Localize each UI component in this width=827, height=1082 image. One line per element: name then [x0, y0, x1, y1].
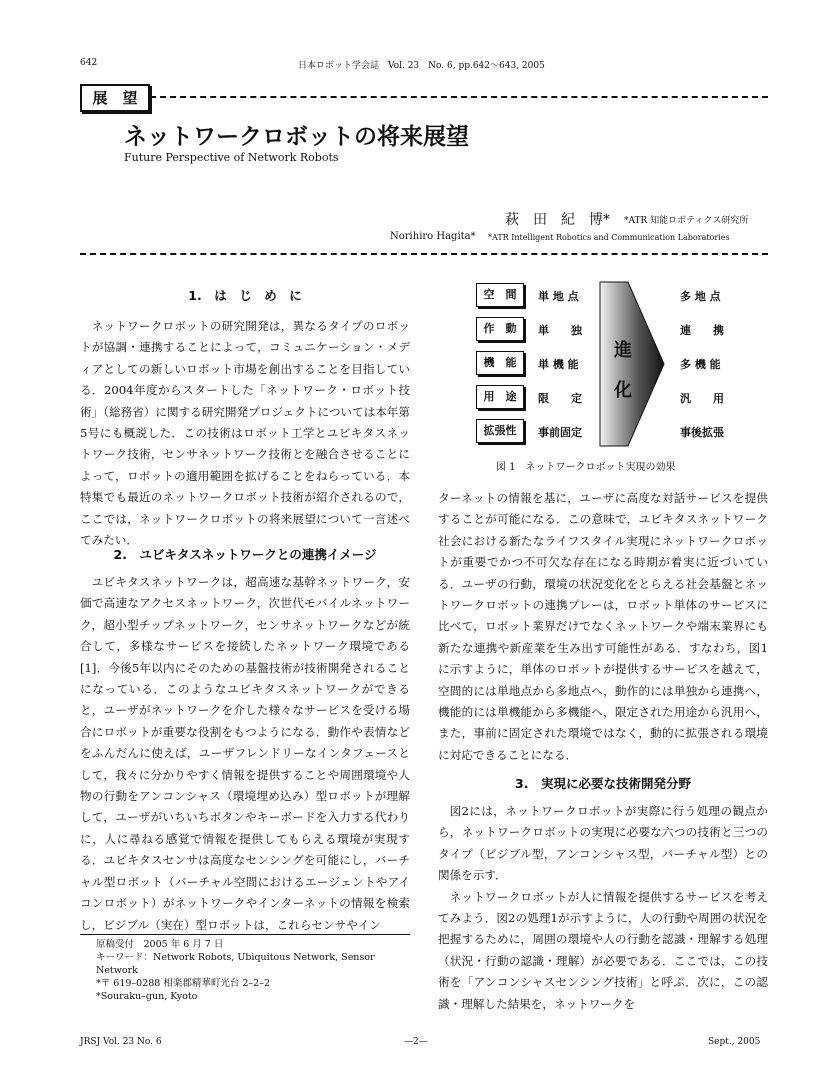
figure-category-usage: 用 途 — [476, 385, 524, 409]
footnote-address-ja: *〒 619–0288 相楽郡精華町光台 2–2–2 — [96, 978, 271, 989]
footnote-rule — [80, 934, 410, 935]
section-banner: 展 望 — [80, 84, 150, 112]
figure-from-1: 単 独 — [538, 324, 582, 337]
evolution-arrow-icon — [598, 278, 668, 450]
author-affiliation: *ATR 知能ロボティクス研究所 — [624, 216, 749, 226]
footer-page: —2— — [404, 1037, 428, 1047]
figure-from-3: 限 定 — [538, 392, 582, 405]
arrow-label-1: 進 — [614, 340, 632, 361]
figure-to-4: 事後拡張 — [680, 426, 724, 439]
article-title: ネットワークロボットの将来展望 — [124, 124, 469, 150]
figure-to-3: 汎 用 — [680, 392, 724, 405]
figure-from-0: 単 地 点 — [538, 290, 579, 303]
footer-journal: JRSJ Vol. 23 No. 6 — [80, 1037, 162, 1047]
footer-date: Sept., 2005 — [708, 1037, 761, 1047]
section-1-title: 1. は じ め に — [188, 288, 302, 303]
header-rule — [80, 253, 768, 255]
figure-category-space: 空 間 — [476, 283, 524, 307]
footnote-received: 原稿受付 2005 年 6 月 7 日 — [96, 939, 224, 950]
arrow-label-2: 化 — [614, 380, 632, 401]
footnote-address-en: *Souraku–gun, Kyoto — [96, 991, 198, 1002]
author-affiliation-english: *ATR Intelligent Robotics and Communication Laboratories — [488, 233, 730, 242]
section-1-body: ネットワークロボットの研究開発は，異なるタイプのロボットが協調・連携することによって，コミュニケーション・メディアとしての新しいロボット市場を創出することを目指している．2004年度からスタートした「ネットワーク・ロボット技術」（総務省）に関する研究開発プロジェクトについては本年第5号にも概説した．この技術はロボット工学とユビキタスネットワーク技術，センサネットワーク技術とを融合させることによって，ロボットの適用範囲を拡げることをねらっている．本特集でも最近のネットワークロボット技術が紹介されるので，ここでは，ネットワークロボットの将来展望について一言述べてみたい． — [80, 319, 410, 548]
section-2-title: 2. ユビキタスネットワークとの連携イメージ — [113, 547, 377, 562]
figure-category-action: 作 動 — [476, 317, 524, 341]
figure-from-2: 単 機 能 — [538, 358, 579, 371]
figure-from-4: 事前固定 — [538, 426, 582, 439]
section-3-body: 図2には，ネットワークロボットが実際に行う処理の観点から，ネットワークロボットの実現に必要な六つの技術と三つのタイプ（ビジブル型，アンコンシャス型，バーチャル型）との関係を示す． ネットワークロボットが人に情報を提供するサービスを考えてみよう．図2の処理1が示すように，人の行動や周囲の状況を把握するために，周囲の環境や人の行動を認識・理解する処理（状況・行動の認識・理解）が必要である．ここでは，この技術を「アンコンシャスセンシング技術」と呼ぶ．次に，この認識・理解した結果を，ネットワークを — [438, 804, 768, 1011]
author-name-english: Norihiro Hagita* — [390, 231, 476, 242]
page-number: 642 — [80, 58, 98, 68]
section-2-continued: ターネットの情報を基に，ユーザに高度な対話サービスを提供することが可能になる．この意味で，ユビキタスネットワーク社会における新たなライフスタイル実現にネットワークロボットが重要でかつ不可欠な存在になる時期が着実に近づいている．ユーザの行動，環境の状況変化をとらえる社会基盤とネットワークロボットの連携プレーは，ロボット単体のサービスに比べて，ロボット業界だけでなくネットワークや端末業界にも新たな連携や新産業を生み出す可能性がある．すなわち，図1に示すように，単体のロボットが提供するサービスを越えて，空間的には単地点から多地点へ，動作的には単独から連携へ，機能的には単機能から多機能へ，限定された用途から汎用へ，また，事前に固定された環境ではなく，動的に拡張される環境に対応できることになる． — [438, 491, 768, 762]
section-2-body: ユビキタスネットワークは，超高速な基幹ネットワーク，安価で高速なアクセスネットワーク，次世代モバイルネットワーク，超小型チップネットワーク，センサネットワークなどが統合して，多様なサービスを接続したネットワーク環境である [1]．今後5年以内にそのための基盤技術が技術開発されることになっている．このようなユビキタスネットワークができると，ユーザがネットワークを介した様々なサービスを受ける場合にロボットが重要な役割をもつようになる．動作や表情などをふんだんに使えば，ユーザフレンドリーなインタフェースとして，我々に分かりやすく情報を提供することや周囲環境や人物の行動をアンコンシャス（環境埋め込み）型ロボットが理解して，ユーザがいちいちボタンやキーボードを入力する代わりに，人に尋ねる感覚で情報を提供してもらえる環境が実現する．ユビキタスセンサは高度なセンシングを可能にし，バーチャル型ロボット（バーチャル空間におけるエージェントやアイコンロボット）がネットワークやインターネットの情報を検索し，ビジブル（実在）型ロボットは，これらセンサやイン — [80, 575, 410, 932]
section-3-title: 3. 実現に必要な技術開発分野 — [515, 776, 691, 791]
banner-rule — [150, 96, 768, 98]
journal-reference: 日本ロボット学会誌 Vol. 23 No. 6, pp.642～643, 2005 — [298, 61, 545, 71]
figure-to-1: 連 携 — [680, 324, 724, 337]
figure-to-0: 多 地 点 — [680, 290, 721, 303]
author-name: 萩 田 紀 博* — [505, 212, 610, 228]
figure-1-caption: 図 1 ネットワークロボット実現の効果 — [496, 462, 676, 473]
footnote — [96, 938, 410, 1003]
figure-category-extensibility: 拡張性 — [476, 419, 524, 443]
figure-to-2: 多 機 能 — [680, 358, 721, 371]
footnote-keywords: キーワード：Network Robots, Ubiquitous Network, Sensor Network — [96, 952, 375, 976]
article-title-english: Future Perspective of Network Robots — [124, 151, 339, 164]
figure-category-function: 機 能 — [476, 351, 524, 375]
